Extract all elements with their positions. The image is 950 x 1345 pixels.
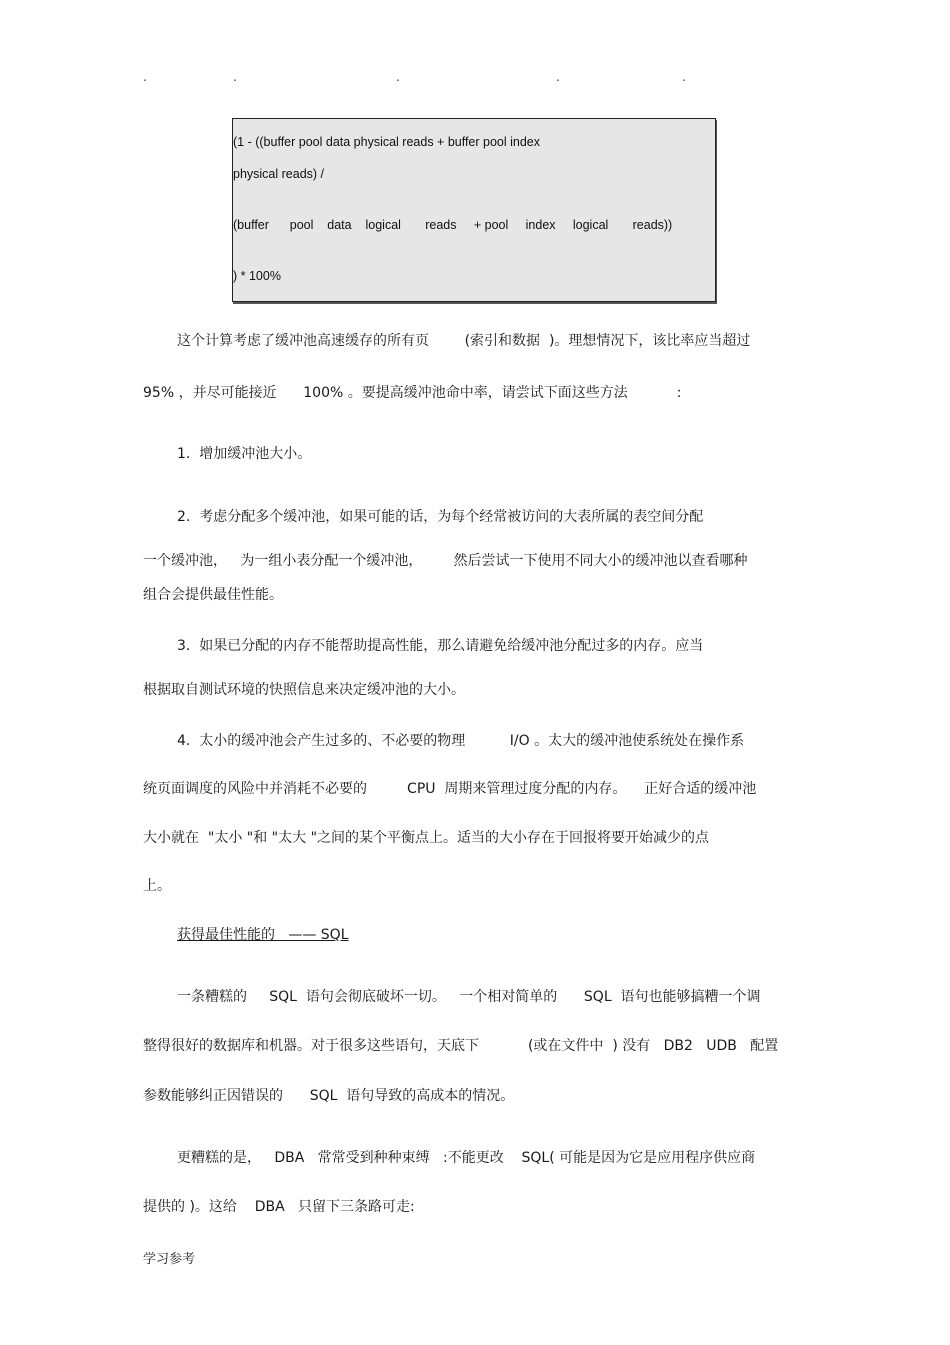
formula-box [232, 118, 716, 302]
paragraph-line: 一条糟糕的 SQL 语句会彻底破坏一切。 一个相对简单的 SQL 语句也能够搞糟一个调 [177, 989, 761, 1005]
formula-line-4: ) * 100% [233, 269, 281, 283]
list-item: 2. 考虑分配多个缓冲池，如果可能的话，为每个经常被访问的大表所属的表空间分配 [177, 509, 704, 525]
list-item: 4. 太小的缓冲池会产生过多的、不必要的物理 I/O 。太大的缓冲池使系统处在操作系 [177, 733, 745, 749]
paragraph-line: 提供的 )。这给 DBA 只留下三条路可走: [143, 1199, 415, 1215]
list-item: 3. 如果已分配的内存不能帮助提高性能，那么请避免给缓冲池分配过多的内存。应当 [177, 638, 704, 654]
formula-line-2: physical reads) / [233, 167, 325, 181]
header-dot: . [556, 70, 560, 84]
paragraph-line: 组合会提供最佳性能。 [143, 587, 283, 603]
paragraph-line: 参数能够纠正因错误的 SQL 语句导致的高成本的情况。 [143, 1088, 515, 1104]
paragraph-line: 这个计算考虑了缓冲池高速缓存的所有页 (索引和数据 )。理想情况下，该比率应当超过 [177, 333, 751, 349]
header-dot: . [396, 70, 400, 84]
paragraph-line: 根据取自测试环境的快照信息来决定缓冲池的大小。 [143, 682, 465, 698]
list-item: 1. 增加缓冲池大小。 [177, 446, 312, 462]
formula-line-3: (buffer pool data logical reads + pool index logical reads)) [233, 218, 673, 232]
paragraph-line: 更糟糕的是， DBA 常常受到种种束缚 :不能更改 SQL( 可能是因为它是应用程序供应商 [177, 1150, 756, 1166]
header-dot: . [233, 70, 237, 84]
paragraph-line: 上。 [143, 878, 171, 894]
header-dot: . [682, 70, 686, 84]
page-footer: 学习参考 [143, 1252, 196, 1267]
section-heading: 获得最佳性能的 —— SQL [177, 927, 349, 943]
paragraph-line: 整得很好的数据库和机器。对于很多这些语句，天底下 (或在文件中 ) 没有 DB2 UDB 配置 [143, 1038, 779, 1054]
paragraph-line: 95% ，并尽可能接近 100% 。要提高缓冲池命中率，请尝试下面这些方法 : [143, 385, 682, 401]
paragraph-line: 大小就在 "太小 "和 "太大 "之间的某个平衡点上。适当的大小存在于回报将要开始减少的点 [143, 830, 710, 846]
paragraph-line: 统页面调度的风险中并消耗不必要的 CPU 周期来管理过度分配的内存。 正好合适的缓冲池 [143, 781, 757, 797]
paragraph-line: 一个缓冲池， 为一组小表分配一个缓冲池， 然后尝试一下使用不同大小的缓冲池以查看哪种 [143, 553, 748, 569]
formula-line-1: (1 - ((buffer pool data physical reads + buffer pool index [233, 135, 541, 149]
header-dot: . [143, 70, 147, 84]
